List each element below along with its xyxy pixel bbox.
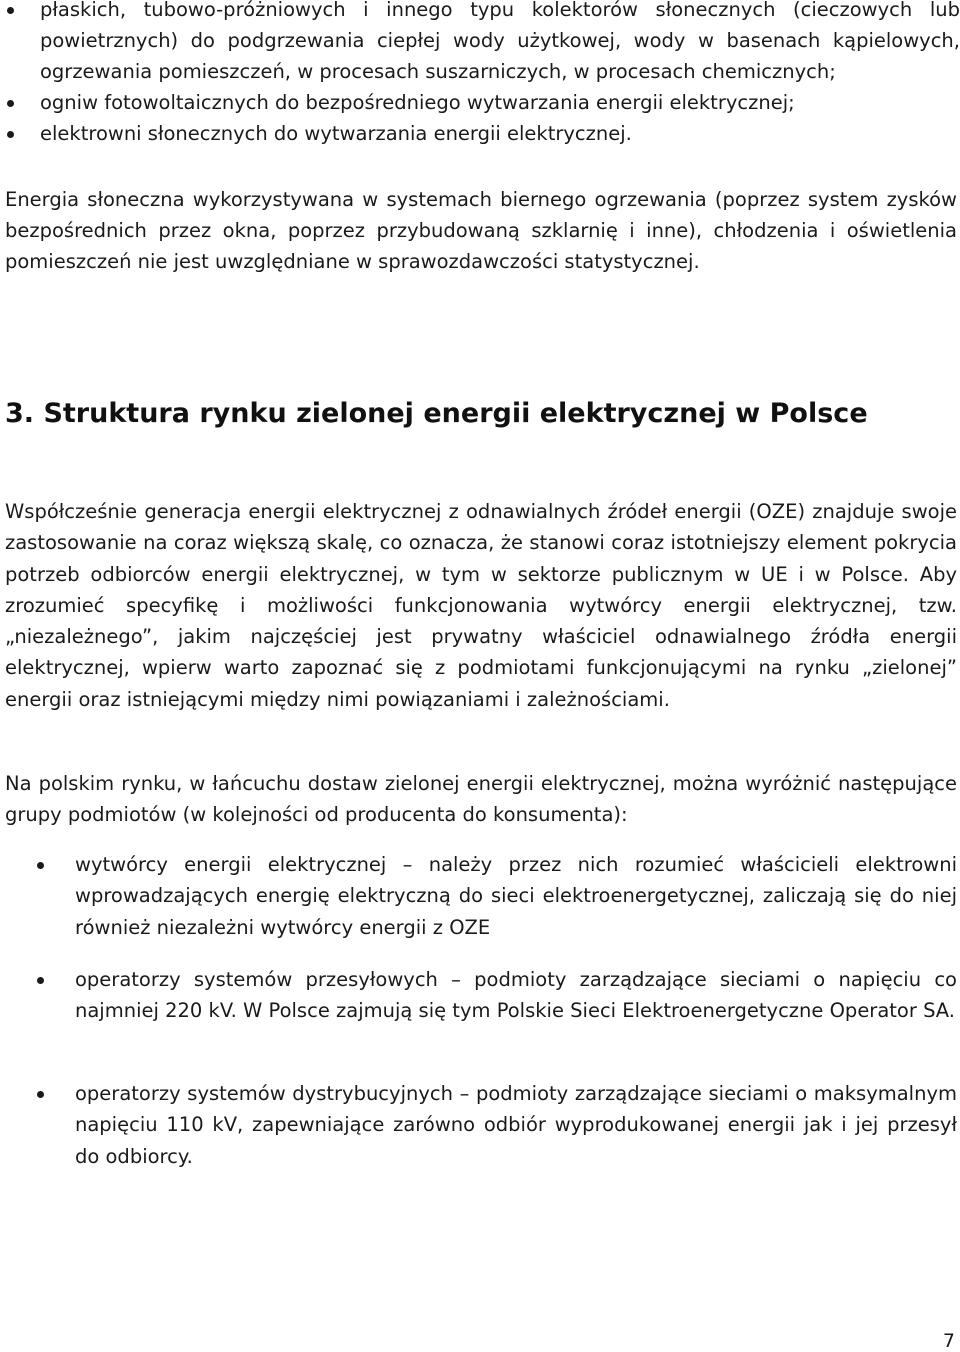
section-heading: 3. Struktura rynku zielonej energii elektrycznej w Polsce: [5, 398, 868, 429]
list-item: [0, 964, 960, 1027]
paragraph-market-groups: Na polskim rynku, w łańcuchu dostaw zielonej energii elektrycznej, można wyróżnić następujące grupy podmiotów (w kolejności od producenta do konsumenta):: [5, 772, 957, 827]
market-groups-list-item-2: [0, 964, 960, 1027]
bullet-icon: [7, 131, 14, 138]
list-item: [0, 0, 960, 87]
solar-uses-list: [0, 0, 960, 149]
list-item-text: wytwórcy energii elektrycznej – należy przez nich rozumieć właścicieli elektrowni wprowadzających energię elektryczną do sieci elektroenergetycznej, zaliczają się do niej również niezależni wytwórcy energii z OZE: [75, 853, 957, 939]
bullet-icon: [37, 977, 44, 984]
list-item-text: elektrowni słonecznych do wytwarzania energii elektrycznej.: [40, 122, 632, 145]
bullet-icon: [37, 1091, 44, 1098]
list-item-text: płaskich, tubowo-próżniowych i innego typu kolektorów słonecznych (cieczowych lub powietrznych) do podgrzewania ciepłej wody użytkowej, wody w basenach kąpielowych, ogrzewania pomieszczeń, w procesach suszarniczych, w procesach chemicznych;: [40, 0, 960, 83]
list-item: [0, 87, 960, 118]
market-groups-list-item-3: [0, 1078, 960, 1172]
list-item: [0, 1078, 960, 1172]
page-number: 7: [942, 1330, 955, 1352]
paragraph-passive-solar: Energia słoneczna wykorzystywana w systemach biernego ogrzewania (poprzez system zysków bezpośrednich przez okna, poprzez przybudowaną szklarnię i inne), chłodzenia i oświetlenia pomieszczeń nie jest uwzględniane w sprawozdawczości statystycznej.: [5, 188, 957, 273]
market-groups-list-item-1: [0, 849, 960, 943]
bullet-icon: [37, 862, 44, 869]
list-item-text: operatorzy systemów przesyłowych – podmioty zarządzające sieciami o napięciu co najmniej 220 kV. W Polsce zajmują się tym Polskie Sieci Elektroenergetyczne Operator SA.: [75, 968, 957, 1023]
list-item-text: operatorzy systemów dystrybucyjnych – podmioty zarządzające sieciami o maksymalnym napięciu 110 kV, zapewniające zarówno odbiór wyprodukowanej energii jak i jej przesył do odbiorcy.: [75, 1082, 957, 1168]
bullet-icon: [7, 7, 14, 14]
list-item-text: ogniw fotowoltaicznych do bezpośredniego wytwarzania energii elektrycznej;: [40, 91, 795, 114]
list-item: [0, 118, 960, 149]
list-item: [0, 849, 960, 943]
bullet-icon: [7, 100, 14, 107]
paragraph-intro: Współcześnie generacja energii elektrycznej z odnawialnych źródeł energii (OZE) znajduje swoje zastosowanie na coraz większą skalę, co oznacza, że stanowi coraz istotniejszy element pokrycia potrzeb odbiorców energii elektrycznej, w tym w sektorze publicznym w UE i w Polsce. Aby zrozumieć specyfikę i możliwości funkcjonowania wytwórcy energii elektrycznej, tzw. „niezależnego”, jakim najczęściej jest prywatny właściciel odnawialnego źródła energii elektrycznej, wpierw warto zapoznać się z podmiotami funkcjonującymi na rynku „zielonej” energii oraz istniejącymi między nimi powiązaniami i zależnościami.: [5, 500, 957, 711]
